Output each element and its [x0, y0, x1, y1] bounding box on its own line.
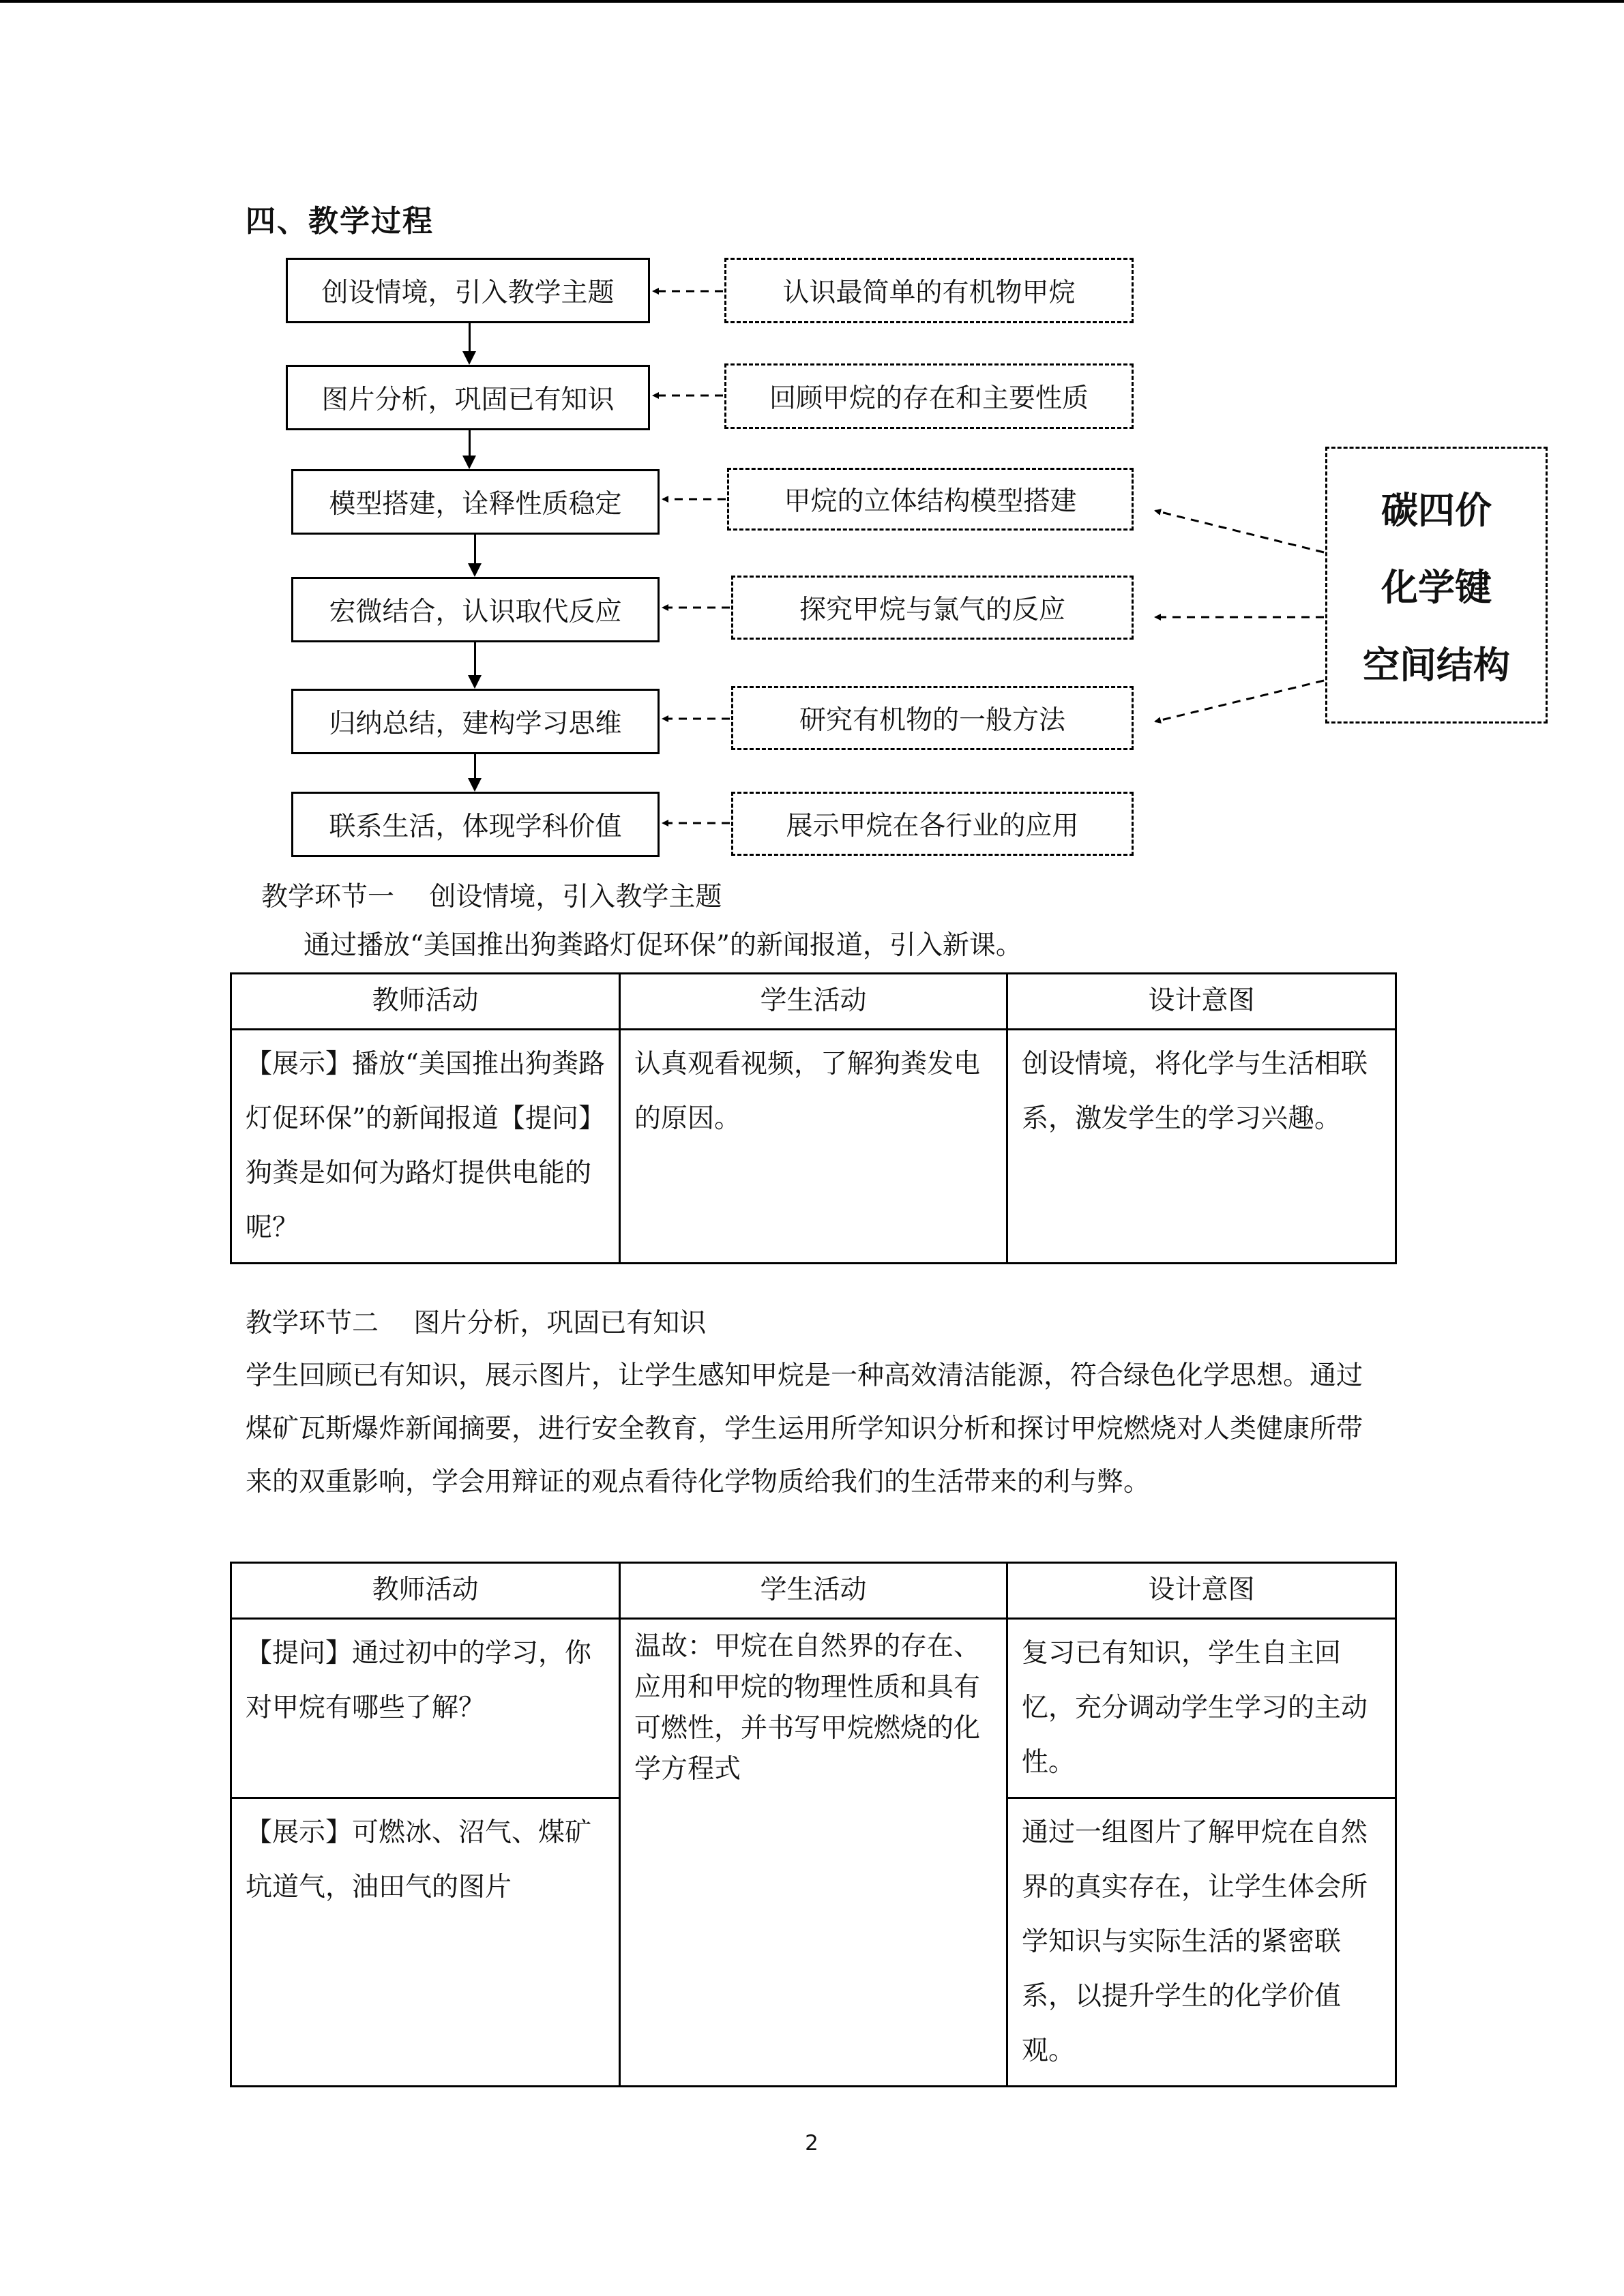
key-arrow-1 [1155, 511, 1324, 552]
page-number: 2 [805, 2131, 818, 2156]
flow-step-4: 宏微结合，认识取代反应 [291, 577, 660, 642]
table1-header-student: 学生活动 [620, 974, 1007, 1030]
segment2-paragraph: 学生回顾已有知识，展示图片，让学生感知甲烷是一种高效清洁能源，符合绿色化学思想。通过煤矿瓦斯爆炸新闻摘要，进行安全教育，学生运用所学知识分析和探讨甲烷燃烧对人类健康所带来的双重影响，学会用辩证的观点看待化学物质给我们的生活带来的利与弊。 [246, 1360, 1363, 1497]
table1-design-intent: 创设情境，将化学与生活相联系，激发学生的学习兴趣。 [1007, 1030, 1396, 1264]
flow-note-2: 回顾甲烷的存在和主要性质 [724, 363, 1134, 429]
segment2-table [230, 1562, 1397, 2087]
flow-step-2: 图片分析，巩固已有知识 [286, 365, 650, 430]
table1-header-teacher: 教师活动 [231, 974, 620, 1030]
key-point-carbon-tetravalent: 碳四价 [1381, 489, 1492, 533]
segment1-title: 教学环节一 创设情境，引入教学主题 [261, 882, 722, 912]
table2-design-intent-2: 通过一组图片了解甲烷在自然界的真实存在，让学生体会所学知识与实际生活的紧密联系，以提升学生的化学价值观。 [1007, 1798, 1396, 2087]
key-point-spatial-structure: 空间结构 [1363, 643, 1510, 687]
flow-step-6: 联系生活，体现学科价值 [291, 792, 660, 857]
flow-step-1: 创设情境，引入教学主题 [286, 258, 650, 323]
table2-header-teacher: 教师活动 [231, 1563, 620, 1619]
table2-teacher-activity-1: 【提问】通过初中的学习，你对甲烷有哪些了解？ [231, 1619, 620, 1798]
table1-teacher-activity: 【展示】播放“美国推出狗粪路灯促环保”的新闻报道【提问】狗粪是如何为路灯提供电能的呢？ [231, 1030, 620, 1264]
table2-teacher-activity-2: 【展示】可燃冰、沼气、煤矿坑道气，油田气的图片 [231, 1798, 620, 2087]
flow-note-3: 甲烷的立体结构模型搭建 [727, 468, 1134, 531]
key-point-chemical-bond: 化学键 [1381, 566, 1492, 610]
flow-note-6: 展示甲烷在各行业的应用 [731, 792, 1134, 856]
flow-note-5: 研究有机物的一般方法 [731, 686, 1134, 750]
flow-note-1: 认识最简单的有机物甲烷 [724, 258, 1134, 323]
segment2-title: 教学环节二 图片分析，巩固已有知识 [246, 1308, 707, 1339]
table2-header-intent: 设计意图 [1007, 1563, 1396, 1619]
flow-step-5: 归纳总结，建构学习思维 [291, 689, 660, 754]
segment1-intro: 通过播放“美国推出狗粪路灯促环保”的新闻报道，引入新课。 [304, 930, 1022, 961]
table2-design-intent-1: 复习已有知识，学生自主回忆，充分调动学生学习的主动性。 [1007, 1619, 1396, 1798]
flow-dashed-arrows [0, 0, 1624, 886]
flow-note-4: 探究甲烷与氯气的反应 [731, 576, 1134, 640]
table1-header-intent: 设计意图 [1007, 974, 1396, 1030]
table2-header-student: 学生活动 [620, 1563, 1007, 1619]
table1-student-activity: 认真观看视频，了解狗粪发电的原因。 [620, 1030, 1007, 1264]
segment1-table [230, 972, 1397, 1264]
key-arrow-3 [1155, 681, 1324, 721]
table2-student-activity: 温故：甲烷在自然界的存在、应用和甲烷的物理性质和具有可燃性，并书写甲烷燃烧的化学方程式 [620, 1619, 1007, 2087]
flow-step-3: 模型搭建，诠释性质稳定 [291, 469, 660, 535]
section-title: 四、教学过程 [246, 204, 434, 239]
